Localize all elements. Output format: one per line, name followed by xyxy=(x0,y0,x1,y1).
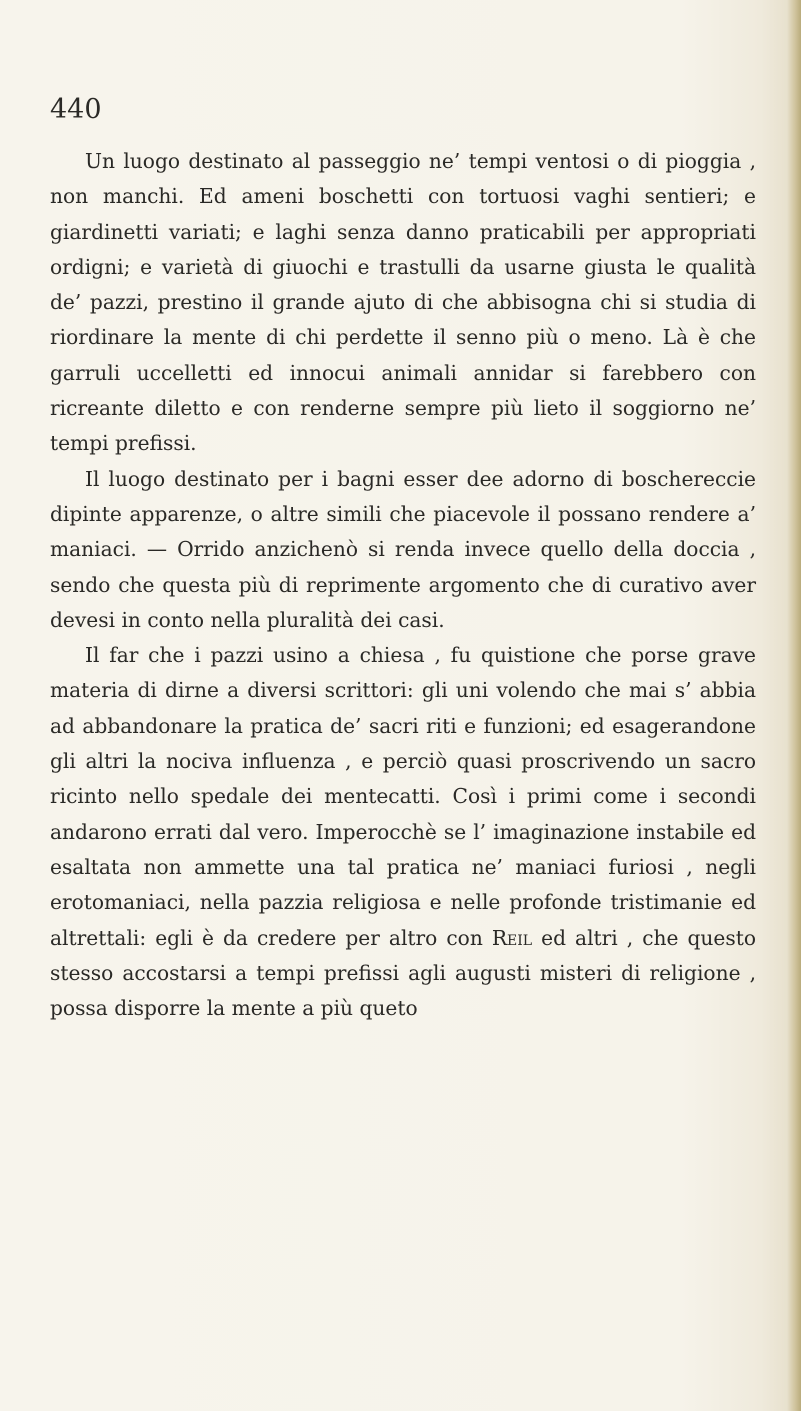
author-name-reil: Reil xyxy=(491,925,533,950)
paragraph-3-text-before: Il far che i pazzi usino a chiesa , fu quistione che porse grave materia di dirne a diversi scrittori: gli uni volendo che mai s’ abbia ad abbandonare la pratica de’ sacri riti e funzioni; ed esagerandone gli altri la nociva influenza , e perciò quasi proscrivendo un sacro ricinto nello spedale dei mentecatti. Così i primi come i secondi andarono errati dal vero. Imperocchè se l’ imaginazione instabile ed esaltata non ammette una tal pratica ne’ maniaci furiosi , negli erotomaniaci, nella pazzia religiosa e nelle profonde tristimanie ed altrettali: egli è da credere per altro con xyxy=(50,643,756,950)
paragraph-2: Il luogo destinato per i bagni esser dee adorno di boschereccie dipinte apparenze, o altre simili che piacevole il possano rendere a’ maniaci. — Orrido anzichenò si renda invece quello della doccia , sendo che questa più di reprimente argomento che di curativo aver devesi in conto nella pluralità dei casi. xyxy=(50,466,756,632)
page-edge-shadow xyxy=(787,0,801,1411)
paragraph-1: Un luogo destinato al passeggio ne’ tempi ventosi o di pioggia , non manchi. Ed ameni boschetti con tortuosi vaghi sentieri; e giardinetti variati; e laghi senza danno praticabili per appropriati ordigni; e varietà di giuochi e trastulli da usarne giusta le qualità de’ pazzi, prestino il grande ajuto di che abbisogna chi si studia di riordinare la mente di chi perdette il senno più o meno. Là è che garruli uccelletti ed innocui animali annidar si farebbero con ricreante diletto e con renderne sempre più lieto il soggiorno ne’ tempi prefissi. xyxy=(50,149,756,456)
page-number: 440 xyxy=(50,94,102,125)
body-text xyxy=(50,144,756,1026)
paragraph-3 xyxy=(50,638,756,1026)
paragraph-3-text-after: ed altri , che questo stesso accostarsi a tempi prefissi agli augusti misteri di religione , possa disporre la mente a più queto xyxy=(50,925,756,1021)
